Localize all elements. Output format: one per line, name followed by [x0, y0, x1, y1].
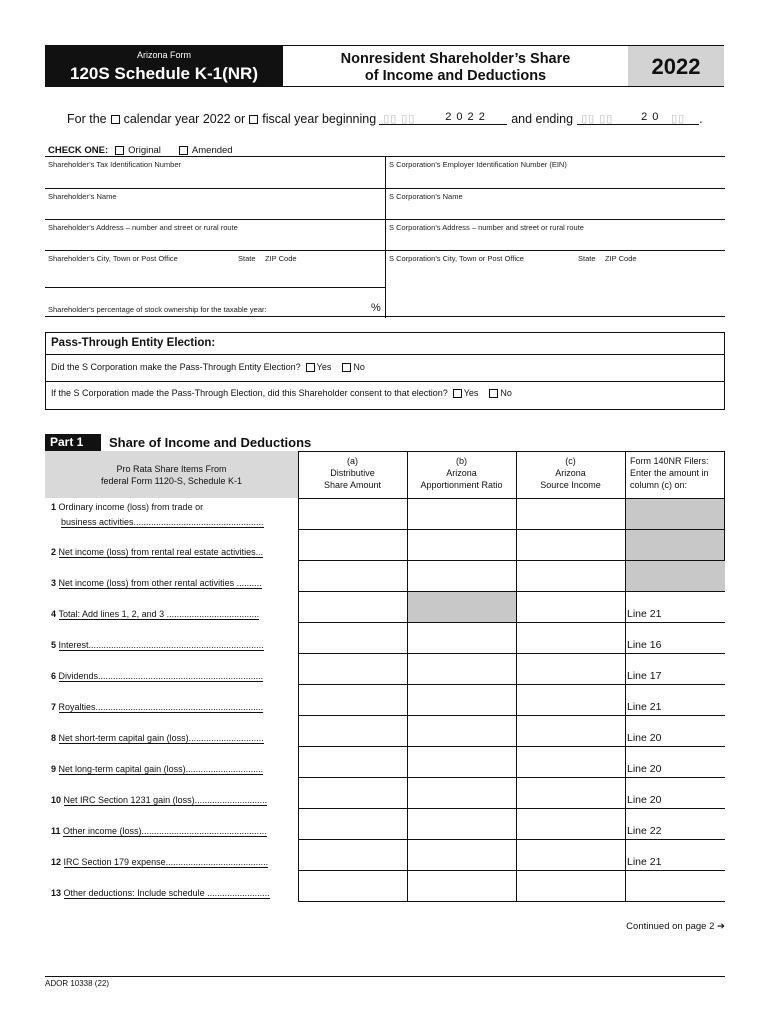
pte-q1-no-label: No — [353, 362, 365, 372]
agency-form-label: Arizona Form — [136, 50, 191, 60]
row-1-label: 1 Ordinary income (loss) from trade or — [51, 502, 204, 512]
percent-sign: % — [371, 302, 381, 314]
pte-question-2 — [51, 388, 512, 398]
row-6-label: 6 Dividends.................................................................. — [51, 671, 264, 681]
row-8-label: 8 Net short-term capital gain (loss).............................. — [51, 733, 264, 743]
shareholder-info-grid — [45, 156, 725, 317]
year-line-period: . — [699, 112, 703, 126]
row-12-140nr-line: Line 21 — [627, 856, 662, 868]
corp-name-field[interactable]: S Corporation’s Name — [389, 192, 463, 201]
form-id-block — [45, 45, 283, 87]
pte-q2-yes-checkbox[interactable] — [453, 389, 462, 398]
row-9-140nr-line: Line 20 — [627, 763, 662, 775]
calendar-year-label: calendar year 2022 or — [123, 112, 246, 126]
corp-address-field[interactable]: S Corporation’s Address – number and street or rural route — [389, 223, 584, 232]
footer-divider — [45, 976, 725, 977]
row-9-label: 9 Net long-term capital gain (loss)............................... — [51, 764, 264, 774]
col-pro-rata-header: Pro Rata Share Items From federal Form 1120-S, Schedule K-1 — [101, 464, 242, 486]
row-10-label: 10 Net IRC Section 1231 gain (loss)............................. — [51, 795, 268, 805]
row-8-140nr-line: Line 20 — [627, 732, 662, 744]
pte-title: Pass-Through Entity Election: — [51, 337, 216, 349]
check-one-row — [48, 145, 233, 156]
part-1-badge: Part 1 — [45, 434, 101, 451]
fiscal-begin-date-field[interactable]: ▯▯ ▯▯ 2 0 2 2 — [379, 113, 507, 125]
fiscal-end-year-prefill: 2 0 — [641, 111, 660, 123]
pte-q2-no-label: No — [500, 388, 512, 398]
pte-q2-yes-label: Yes — [463, 388, 479, 398]
row-2-label: 2 Net income (loss) from rental real estate activities... — [51, 547, 264, 557]
pte-q2-no-checkbox[interactable] — [489, 389, 498, 398]
row-3-label: 3 Net income (loss) from other rental activities .......... — [51, 578, 262, 588]
form-year: 2022 — [628, 45, 724, 87]
row-12-label: 12 IRC Section 179 expense......................................... — [51, 857, 269, 867]
col-b-header: (b) Arizona Apportionment Ratio — [420, 456, 503, 490]
corp-city-field[interactable]: S Corporation’s City, Town or Post Office — [389, 254, 524, 263]
shareholder-name-field[interactable]: Shareholder’s Name — [48, 192, 117, 201]
ownership-percentage-field[interactable]: Shareholder’s percentage of stock ownership for the taxable year: — [48, 305, 267, 314]
row-7-140nr-line: Line 21 — [627, 701, 662, 713]
row-10-140nr-line: Line 20 — [627, 794, 662, 806]
col-140nr-header: Form 140NR Filers: Enter the amount in column (c) on: — [630, 456, 709, 490]
form-title-line2: of Income and Deductions — [364, 68, 547, 84]
shareholder-tin-field[interactable]: Shareholder’s Tax Identification Number — [48, 160, 181, 169]
col-a-header: (a) Distributive Share Amount — [323, 456, 382, 490]
row-6-140nr-line: Line 17 — [627, 670, 662, 682]
row-11-140nr-line: Line 22 — [627, 825, 662, 837]
pte-q2-text: If the S Corporation made the Pass-Through Election, did this Shareholder consent to that election? — [51, 388, 448, 398]
corp-ein-field[interactable]: S Corporation’s Employer Identification Number (EIN) — [389, 160, 567, 169]
pte-question-1 — [51, 362, 365, 372]
original-checkbox[interactable] — [115, 146, 124, 155]
amended-checkbox[interactable] — [179, 146, 188, 155]
row-4-140nr-line: Line 21 — [627, 608, 662, 620]
pte-q1-text: Did the S Corporation make the Pass-Through Entity Election? — [51, 362, 301, 372]
pte-q1-yes-checkbox[interactable] — [306, 363, 315, 372]
row-13-label: 13 Other deductions: Include schedule ......................... — [51, 888, 270, 898]
amended-label: Amended — [191, 145, 233, 156]
tax-year-line — [67, 112, 703, 126]
row-5-label: 5 Interest...................................................................... — [51, 640, 264, 650]
continued-note: Continued on page 2 ➔ — [626, 921, 725, 932]
original-label: Original — [128, 145, 161, 156]
for-the-label: For the — [67, 112, 107, 126]
row-1-label-cont: business activities.................................................... — [61, 517, 264, 527]
corp-state-field[interactable]: State — [578, 254, 596, 263]
pte-q1-no-checkbox[interactable] — [342, 363, 351, 372]
income-deductions-table — [45, 451, 725, 901]
fiscal-year-checkbox[interactable] — [249, 115, 258, 124]
and-ending-label: and ending — [511, 112, 574, 126]
check-one-label: CHECK ONE: — [48, 145, 109, 156]
corp-zip-field[interactable]: ZIP Code — [605, 254, 637, 263]
pte-q1-yes-label: Yes — [316, 362, 332, 372]
part-1-title: Share of Income and Deductions — [109, 435, 312, 450]
shareholder-city-field[interactable]: Shareholder’s City, Town or Post Office — [48, 254, 178, 263]
shareholder-state-field[interactable]: State — [238, 254, 256, 263]
pte-election-box — [45, 332, 725, 410]
fiscal-year-label: fiscal year beginning — [262, 112, 377, 126]
form-name: 120S Schedule K-1(NR) — [70, 64, 258, 83]
fiscal-begin-year-prefill: 2 0 2 2 — [445, 111, 486, 123]
fiscal-end-date-field[interactable]: ▯▯ ▯▯ 2 0 ▯▯ — [577, 113, 699, 125]
row-4-label: 4 Total: Add lines 1, 2, and 3 ..................................... — [51, 609, 260, 619]
shareholder-zip-field[interactable]: ZIP Code — [265, 254, 297, 263]
form-footer-id: ADOR 10338 (22) — [45, 979, 110, 988]
form-title-block — [283, 45, 628, 87]
row-5-140nr-line: Line 16 — [627, 639, 662, 651]
col-c-header: (c) Arizona Source Income — [540, 456, 601, 490]
form-title-line1: Nonresident Shareholder’s Share — [340, 51, 571, 67]
row-7-label: 7 Royalties................................................................... — [51, 702, 264, 712]
row-11-label: 11 Other income (loss).................................................. — [51, 826, 267, 836]
shareholder-address-field[interactable]: Shareholder’s Address – number and street or rural route — [48, 223, 238, 232]
calendar-year-checkbox[interactable] — [111, 115, 120, 124]
